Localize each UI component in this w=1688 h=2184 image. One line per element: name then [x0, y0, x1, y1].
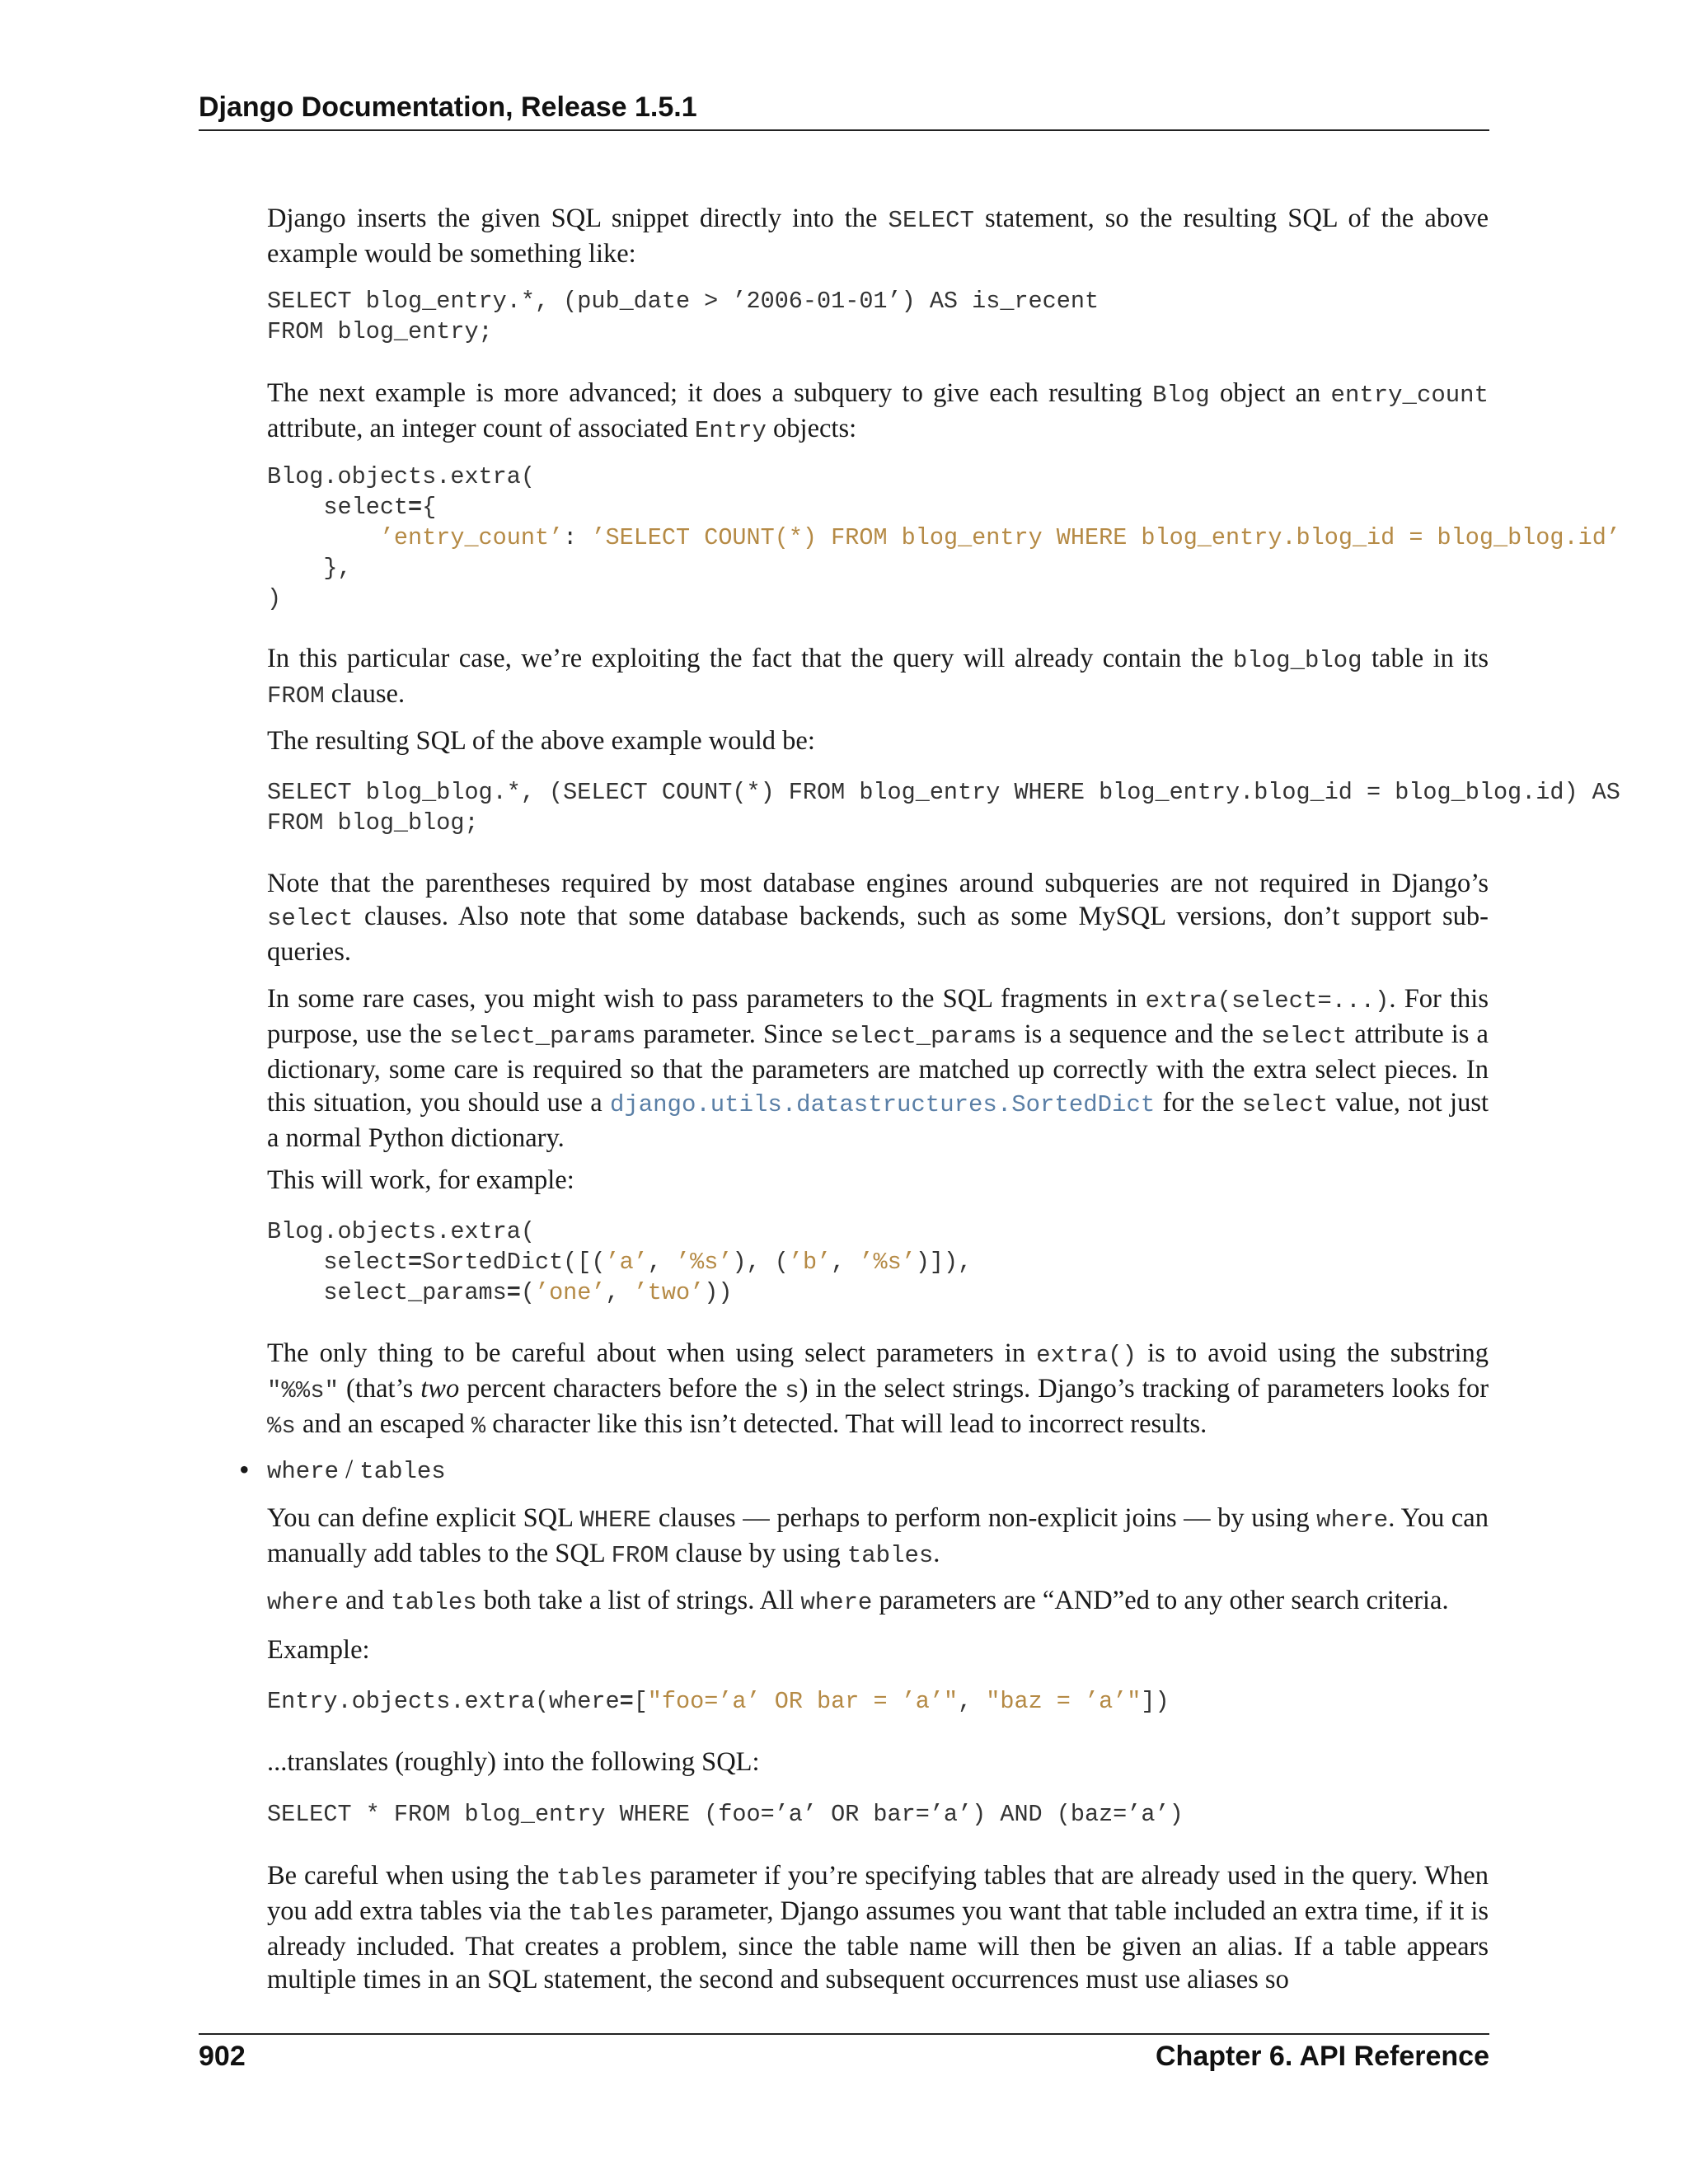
paragraph-subquery-example: The next example is more advanced; it does a subquery to give each resulting Blog object an entry_count attribute, an integer count of associated Entry objects: [267, 378, 1489, 444]
footer-page-number: 902 [199, 2041, 246, 2072]
paragraph-will-work: This will work, for example: [267, 1165, 574, 1195]
page-header-title: Django Documentation, Release 1.5.1 [199, 91, 697, 123]
inline-code: SELECT [888, 207, 974, 234]
code-block-blog-sql: SELECT blog_blog.*, (SELECT COUNT(*) FROM blog_entry WHERE blog_entry.blog_id = blog_blog.id) AS FROM blog_blog; [267, 779, 1620, 837]
paragraph-select-params: In some rare cases, you might wish to pass parameters to the SQL fragments in extra(select=...). For this purpose, use the select_params parameter. Since select_params is a sequence and the select attribute is a dictionary, some care is required so that the parameters are matched up correctly with the extra select pieces. In this situation, you should use a django.utils.datastructures.SortedDict for the select value, not just a normal Python dictionary. [267, 984, 1489, 1153]
header-rule [199, 129, 1489, 131]
code-block-translated-sql: SELECT * FROM blog_entry WHERE (foo=’a’ OR bar=’a’) AND (baz=’a’) [267, 1801, 1184, 1828]
paragraph-percent-warning: The only thing to be careful about when using select parameters in extra() is to avoid using the substring "%%s" (that’s two percent characters before the s) in the select strings. Django’s tracking of parameters looks for %s and an escaped % character like this isn’t detected. That will lead to incorrect results. [267, 1338, 1489, 1440]
code-block-recent-sql: SELECT blog_entry.*, (pub_date > ’2006-01-01’) AS is_recent FROM blog_entry; [267, 288, 1100, 345]
footer-rule [199, 2033, 1489, 2035]
footer-chapter-title: Chapter 6. API Reference [1156, 2041, 1489, 2072]
paragraph-where-tables-lists: where and tables both take a list of strings. All where parameters are “AND”ed to any other search criteria. [267, 1586, 1449, 1616]
code-block-where-example: Entry.objects.extra(where=["foo=’a’ OR bar = ’a’", "baz = ’a’"]) [267, 1688, 1170, 1715]
paragraph-parentheses-note: Note that the parentheses required by most database engines around subqueries are not required in Django’s select clauses. Also note that some database backends, such as some MySQL versions, don’t support sub-queries. [267, 869, 1489, 967]
paragraph-translates: ...translates (roughly) into the following SQL: [267, 1747, 760, 1777]
paragraph-blog-blog-table: In this particular case, we’re exploiting the fact that the query will already contain the blog_blog table in its FROM clause. [267, 644, 1489, 710]
paragraph-tables-caution: Be careful when using the tables parameter if you’re specifying tables that are already used in the query. When you add extra tables via the tables parameter, Django assumes you want that table included an extra time, if it is already included. That creates a problem, since the table name will then be given an alias. If a table appears multiple times in an SQL statement, the second and subsequent occurrences must use aliases so [267, 1861, 1489, 1994]
paragraph-example-label: Example: [267, 1635, 370, 1665]
bullet-where-tables: where / tables [267, 1455, 446, 1485]
bullet-icon: • [239, 1453, 250, 1486]
sorteddict-link[interactable]: django.utils.datastructures.SortedDict [609, 1091, 1156, 1118]
code-block-entry-count: Blog.objects.extra( select={ ’entry_count’: ’SELECT COUNT(*) FROM blog_entry WHERE blog_entry.blog_id = blog_blog.id’ }, ) [267, 463, 1620, 612]
paragraph-where-clauses: You can define explicit SQL WHERE clauses — perhaps to perform non-explicit joins — by using where. You can manually add tables to the SQL FROM clause by using tables. [267, 1503, 1489, 1569]
paragraph-select-insert: Django inserts the given SQL snippet directly into the SELECT statement, so the resulting SQL of the above example would be something like: [267, 204, 1489, 269]
paragraph-resulting-sql: The resulting SQL of the above example would be: [267, 726, 815, 756]
code-block-sorteddict: Blog.objects.extra( select=SortedDict([(’a’, ’%s’), (’b’, ’%s’)]), select_params=(’one’, ’two’)) [267, 1218, 973, 1306]
